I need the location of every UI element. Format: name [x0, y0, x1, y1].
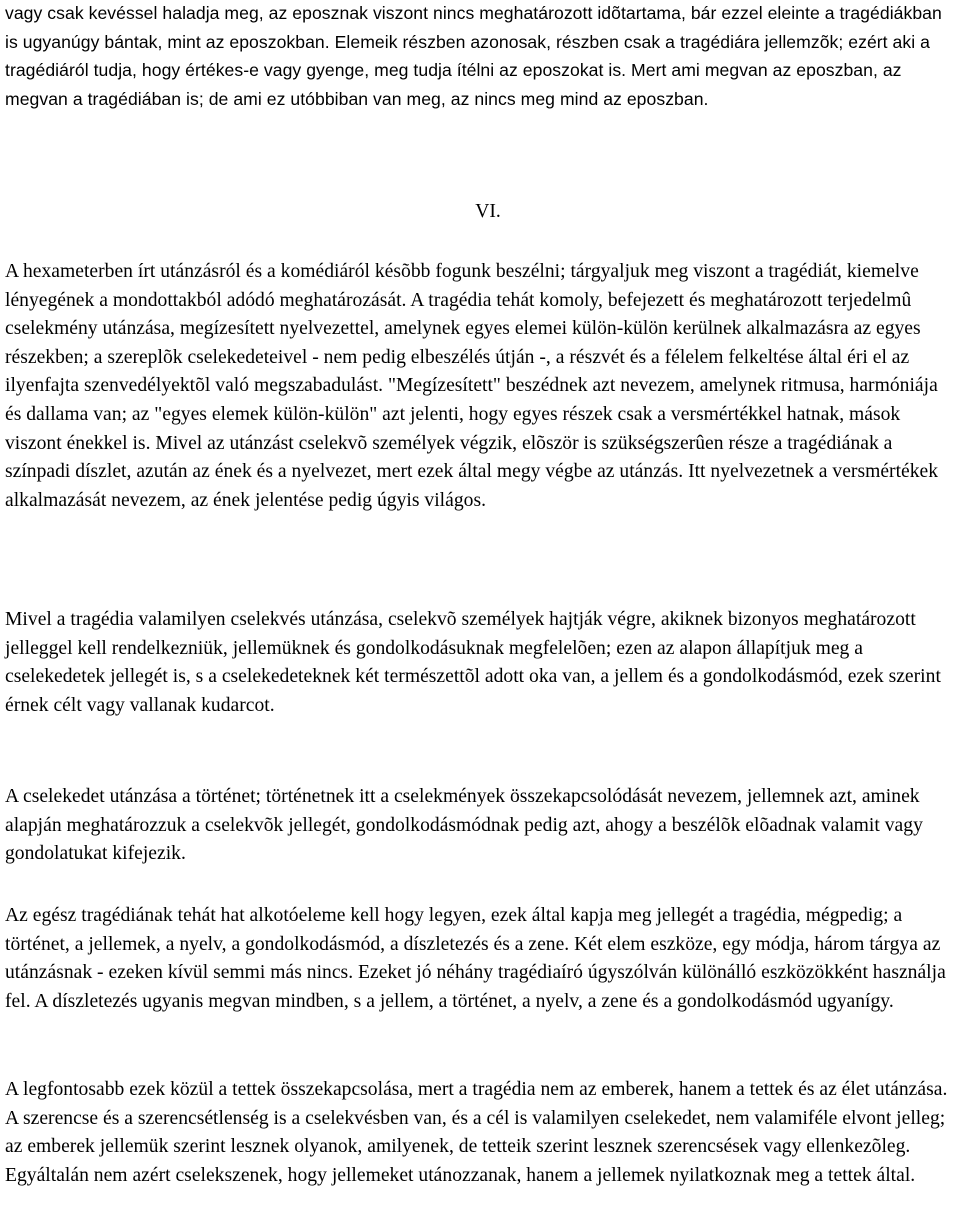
- paragraph-importance: A legfontosabb ezek közül a tettek összekapcsolása, mert a tragédia nem az emberek, hanem a tettek és az élet utánzása. A szerencse és a szerencsétlenség is a cselekvésben van, és a cél is valamilyen cselekedet, nem valamiféle elvont jelleg; az emberek jellemük szerint lesznek olyanok, amilyenek, de tetteik szerint lesznek szerencsések vagy ellenkezõleg. Egyáltalán nem azért cselekszenek, hogy jellemeket utánozzanak, hanem a jellemek nyilatkoznak meg a tettek által.: [5, 1079, 948, 1186]
- section-heading: [5, 198, 957, 227]
- paragraph-definition-part-2: A tragédia tehát komoly, befejezett és meghatározott terjedelmû cselekmény utánzása, megízesített nyelvezettel, amelynek egyes elemei külön-külön kerülnek alkalmazásra az egyes részekben; a szereplõk cselekedeteivel - nem pedig elbeszélés útján -, a részvét és a félelem felkeltése által éri el az ilyenfajta szenvedélyektõl való megszabadulást. "Megízesített" beszédnek azt nevezem, amelynek ritmusa, harmóniája és dallama van; az "egyes elemek külön-külön" azt jelenti, hogy egyes részek csak a versmértékkel hatnak, mások viszont énekkel is. Mivel az utánzást cselekvõ személyek végzik, elõször is szükségszerûen része a tragédiának a színpadi díszlet, azután az ének és a nyelvezet, mert ezek által megy végbe az utánzás. Itt nyelvezetnek a versmértékek alkalmazását nevezem, az ének jelentése pedig úgyis világos.: [5, 289, 939, 511]
- paragraph-definition: [5, 258, 957, 515]
- paragraph-elements: Az egész tragédiának tehát hat alkotóeleme kell hogy legyen, ezek által kapja meg jellegét a tragédia, mégpedig; a történet, a jellemek, a nyelv, a gondolkodásmód, a díszletezés és a zene. Két elem eszköze, egy módja, három tárgya az utánzásnak - ezeken kívül semmi más nincs. Ezeket jó néhány tragédiaíró úgyszólván különálló eszközökként használja fel. A díszletezés ugyanis megvan mindben, s a jellem, a történet, a nyelv, a zene és a gondolkodásmód ugyanígy.: [5, 905, 946, 1012]
- paragraph-plot: A cselekedet utánzása a történet; történetnek itt a cselekmények összekapcsolódását nevezem, jellemnek azt, aminek alapján meghatározzuk a cselekvõk jellegét, gondolkodásmódnak pedig azt, ahogy a beszélõk elõadnak valamit vagy gondolatukat kifejezik.: [5, 786, 923, 865]
- paragraph-intro: vagy csak kevéssel haladja meg, az eposznak viszont nincs meghatározott idõtartama, bár ezzel eleinte a tragédiákban is ugyanúgy bántak, mint az eposzokban. Elemeik részben azonosak, részben csak a tragédiára jellemzõk; ezért aki a tragédiáról tudja, hogy értékes-e vagy gyenge, meg tudja ítélni az eposzokat is. Mert ami megvan az eposzban, az megvan a tragédiában is; de ami ez utóbbiban van meg, az nincs meg mind az eposzban.: [5, 3, 942, 109]
- paragraph-definition-part-1: A hexameterben írt utánzásról és a komédiáról késõbb fogunk beszélni; tárgyaljuk meg viszont a tragédiát, kiemelve lényegének a mondottakból adódó meghatározását.: [5, 261, 919, 311]
- section-heading-text: VI.: [475, 201, 501, 222]
- paragraph-action: Mivel a tragédia valamilyen cselekvés utánzása, cselekvõ személyek hajtják végre, akiknek bizonyos meghatározott jelleggel kell rendelkezniük, jellemüknek és gondolkodásuknak megfelelõen; ezen az alapon állapítjuk meg a cselekedetek jellegét is, s a cselekedeteknek két természettõl adott oka van, a jellem és a gondolkodásmód, ezek szerint érnek célt vagy vallanak kudarcot.: [5, 609, 941, 716]
